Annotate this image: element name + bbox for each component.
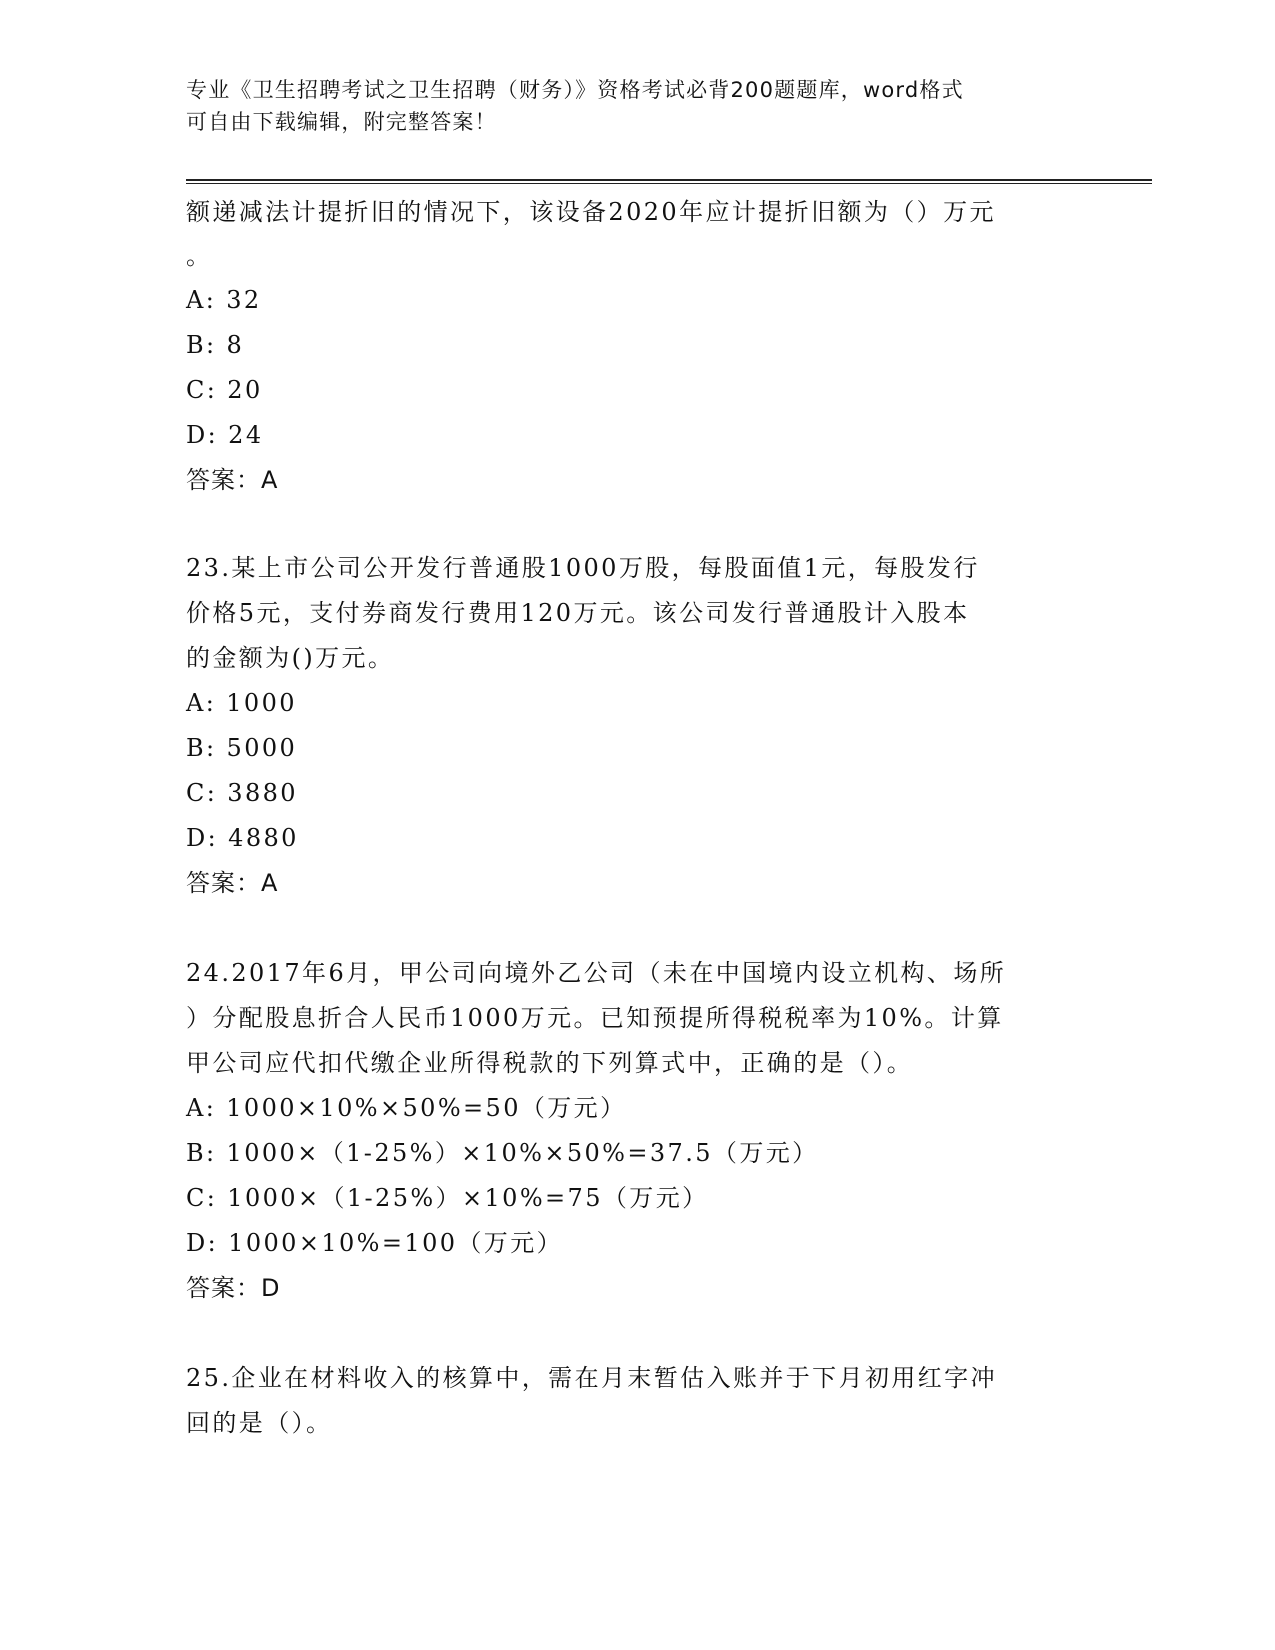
question-stem-line: 的金额为()万元。 [186, 644, 395, 672]
header-line-1: 专业《卫生招聘考试之卫生招聘（财务）》资格考试必背200题题库，word格式 [186, 78, 964, 102]
question-24 [186, 951, 1086, 1311]
option-a: A: 32 [186, 286, 262, 314]
option-c: C: 3880 [186, 779, 298, 807]
option-d: D: 1000×10%=100（万元） [186, 1229, 564, 1257]
option-c: C: 1000×（1-25%）×10%=75（万元） [186, 1184, 709, 1212]
question-stem-line: 。 [186, 242, 213, 270]
option-b: B: 8 [186, 331, 245, 359]
answer: 答案：D [186, 1274, 281, 1302]
header-line-2: 可自由下载编辑，附完整答案！ [186, 110, 497, 134]
question-stem-line: 回的是（）。 [186, 1409, 333, 1437]
option-b: B: 1000×（1-25%）×10%×50%=37.5（万元） [186, 1139, 819, 1167]
question-stem-line: 25.企业在材料收入的核算中，需在月末暂估入账并于下月初用红字冲 [186, 1364, 997, 1392]
question-stem-line: 24.2017年6月，甲公司向境外乙公司（未在中国境内设立机构、场所 [186, 959, 1007, 987]
spacer [186, 503, 1086, 546]
document-header [186, 74, 1086, 138]
option-c: C: 20 [186, 376, 263, 404]
option-a: A: 1000×10%×50%=50（万元） [186, 1094, 627, 1122]
answer: 答案：A [186, 869, 279, 897]
question-22 [186, 190, 1086, 503]
header-rule-thin [186, 183, 1152, 184]
option-d: D: 24 [186, 421, 264, 449]
question-stem-line: ）分配股息折合人民币1000万元。已知预提所得税税率为10%。计算 [186, 1004, 1004, 1032]
spacer [186, 906, 1086, 951]
question-stem-line: 23.某上市公司公开发行普通股1000万股，每股面值1元，每股发行 [186, 554, 980, 582]
question-stem-line: 甲公司应代扣代缴企业所得税款的下列算式中，正确的是（）。 [186, 1049, 914, 1077]
question-stem-line: 额递减法计提折旧的情况下，该设备2020年应计提折旧额为（）万元 [186, 198, 996, 226]
option-d: D: 4880 [186, 824, 299, 852]
question-23 [186, 546, 1086, 906]
option-a: A: 1000 [186, 689, 297, 717]
answer: 答案：A [186, 466, 279, 494]
spacer [186, 1311, 1086, 1356]
question-25 [186, 1356, 1086, 1446]
question-stem-line: 价格5元，支付券商发行费用120万元。该公司发行普通股计入股本 [186, 599, 970, 627]
option-b: B: 5000 [186, 734, 298, 762]
header-rule-thick [186, 179, 1152, 181]
question-list [186, 190, 1086, 1446]
